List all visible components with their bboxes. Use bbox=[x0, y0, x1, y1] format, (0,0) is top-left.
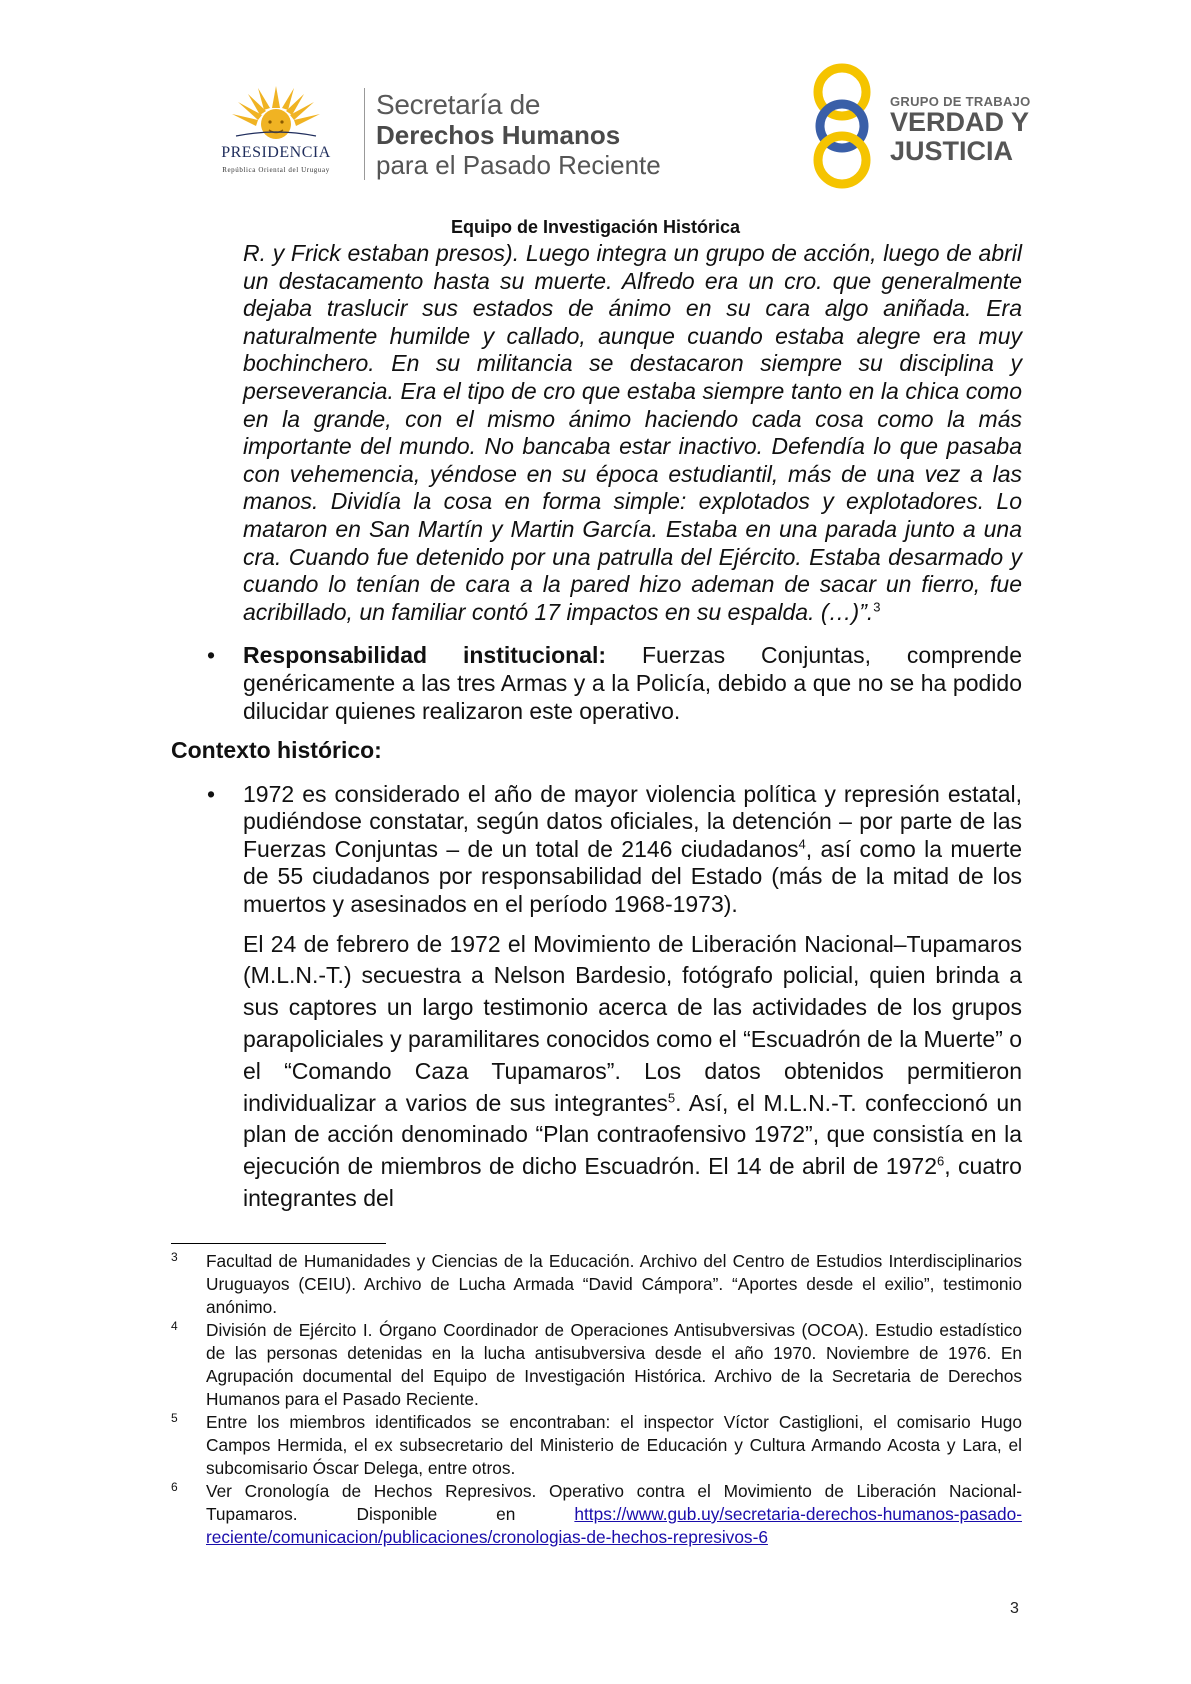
paragraph-text-3: , cuatro integrantes del bbox=[243, 1153, 1022, 1212]
bullet-context-1972 bbox=[207, 780, 1022, 919]
paragraph-text-1: El 24 de febrero de 1972 el Movimiento de Liberación Nacional–Tupamaros (M.L.N.-T.) secuestra a Nelson Bardesio, fotógrafo policial, quien brinda a sus captores un largo testimonio acerca de las actividades de los grupos parapoliciales y paramilitares conocidos como el “Escuadrón de la Muerte” o el “Comando Caza Tupamaros”. Los datos obtenidos permitieron individualizar a varios de sus integrantes bbox=[243, 930, 1022, 1116]
vyj-line-3: JUSTICIA bbox=[890, 136, 1014, 166]
vyj-line-1: GRUPO DE TRABAJO bbox=[890, 94, 1031, 109]
context-heading: Contexto histórico: bbox=[171, 737, 382, 764]
secretaria-line-3: para el Pasado Reciente bbox=[376, 150, 661, 180]
footnote-6 bbox=[171, 1480, 1022, 1549]
footnote-separator bbox=[171, 1243, 386, 1244]
presidencia-logo bbox=[196, 84, 356, 184]
footnote-3 bbox=[171, 1250, 1022, 1319]
responsibility-label: Responsabilidad institucional: bbox=[243, 642, 607, 669]
footnote-number: 6 bbox=[171, 1480, 178, 1494]
footnote-5 bbox=[171, 1411, 1022, 1480]
bardesio-paragraph bbox=[243, 929, 1022, 1215]
footnote-ref-3[interactable]: 3 bbox=[873, 599, 881, 615]
secretaria-title bbox=[376, 90, 661, 180]
sun-icon bbox=[196, 84, 356, 146]
verdad-justicia-logo bbox=[812, 62, 1032, 190]
team-heading: Equipo de Investigación Histórica bbox=[450, 217, 741, 237]
context-text-2: , así como la muerte de 55 ciudadanos por responsabilidad del Estado (más de la mitad de los muertos y asesinados en el período 1968-1973). bbox=[243, 835, 1022, 918]
footnote-text: Ver Cronología de Hechos Represivos. Operativo contra el Movimiento de Liberación Nacional-Tupamaros. Disponible en bbox=[206, 1481, 1022, 1524]
footnote-number: 4 bbox=[171, 1319, 178, 1333]
bullet-marker: • bbox=[207, 642, 216, 669]
footnote-text: División de Ejército I. Órgano Coordinador de Operaciones Antisubversivas (OCOA). Estudio estadístico de las personas detenidas en la lucha antisubversiva desde el año 1970. Noviembre de 1976. En Agrupación documental del Equipo de Investigación Histórica. Archivo de la Secretaria de Derechos Humanos para el Pasado Reciente. bbox=[206, 1320, 1022, 1409]
vyj-line-2: VERDAD Y bbox=[890, 107, 1030, 137]
main-content bbox=[171, 240, 1022, 1215]
footnote-4 bbox=[171, 1319, 1022, 1411]
footnote-ref-6[interactable]: 6 bbox=[937, 1153, 945, 1169]
footnote-ref-4[interactable]: 4 bbox=[798, 836, 806, 852]
footnote-number: 3 bbox=[171, 1250, 178, 1264]
page-number: 3 bbox=[1010, 1600, 1019, 1617]
footnote-text: Facultad de Humanidades y Ciencias de la Educación. Archivo del Centro de Estudios Interdisciplinarios Uruguayos (CEIU). Archivo de Lucha Armada “David Cámpora”. “Aportes desde el exilio”, testimonio anónimo. bbox=[206, 1251, 1022, 1317]
header-divider bbox=[364, 88, 365, 180]
bullet-marker: • bbox=[207, 780, 216, 807]
paragraph-text-2: . Así, el M.L.N.-T. confeccionó un plan de acción denominado “Plan contraofensivo 1972”, que consistía en la ejecución de miembros de dicho Escuadrón. El 14 de abril de 1972 bbox=[243, 1089, 1022, 1180]
interlocking-rings-icon bbox=[812, 62, 892, 190]
presidencia-subtitle: República Oriental del Uruguay bbox=[222, 166, 330, 174]
secretaria-line-1: Secretaría de bbox=[376, 89, 541, 120]
responsibility-text: Fuerzas Conjuntas, comprende genéricamente a las tres Armas y a la Policía, debido a que no se ha podido dilucidar quienes realizaron este operativo. bbox=[243, 642, 1022, 724]
testimony-quote bbox=[243, 240, 1022, 626]
bullet-responsibility bbox=[207, 642, 1022, 725]
cronologia-link[interactable]: https://www.gub.uy/secretaria-derechos-humanos-pasado-reciente/comunicacion/publicaciones/cronologias-de-hechos-represivos-6 bbox=[206, 1504, 1022, 1547]
footnote-ref-5[interactable]: 5 bbox=[667, 1089, 676, 1105]
footnote-text: Entre los miembros identificados se encontraban: el inspector Víctor Castiglioni, el comisario Hugo Campos Hermida, el ex subsecretario del Ministerio de Educación y Cultura Armando Acosta y Lara, el subcomisario Óscar Delega, entre otros. bbox=[206, 1412, 1022, 1478]
quote-text: R. y Frick estaban presos). Luego integra un grupo de acción, luego de abril un destacamento hasta su muerte. Alfredo era un cro. que generalmente dejaba traslucir sus estados de ánimo en su cara algo aniñada. Era naturalmente humilde y callado, aunque cuando estaba alegre era muy bochinchero. En su militancia se destacaron siempre su disciplina y perseverancia. Era el tipo de cro que estaba siempre tanto en la chica como en la grande, con el mismo ánimo haciendo cada cosa como la más importante del mundo. No bancaba estar inactivo. Defendía lo que pasaba con vehemencia, yéndose en su época estudiantil, más de una vez a las manos. Dividía la cosa en forma simple: explotados y explotadores. Lo mataron en San Martín y Martin García. Estaba en una parada junto a una cra. Cuando fue detenido por una patrulla del Ejército. Estaba desarmado y cuando lo tenían de cara a la pared hizo ademan de sacar un fierro, fue acribillado, un familiar contó 17 impactos en su espalda. (…)”. bbox=[243, 240, 1022, 625]
presidencia-name: PRESIDENCIA bbox=[221, 144, 331, 161]
secretaria-line-2: Derechos Humanos bbox=[376, 120, 621, 150]
footnote-number: 5 bbox=[171, 1411, 178, 1425]
context-text-1: 1972 es considerado el año de mayor violencia política y represión estatal, pudiéndose constatar, según datos oficiales, la detención – por parte de las Fuerzas Conjuntas – de un total de 2146 ciudadanos bbox=[243, 780, 1022, 862]
footnotes bbox=[171, 1250, 1022, 1549]
